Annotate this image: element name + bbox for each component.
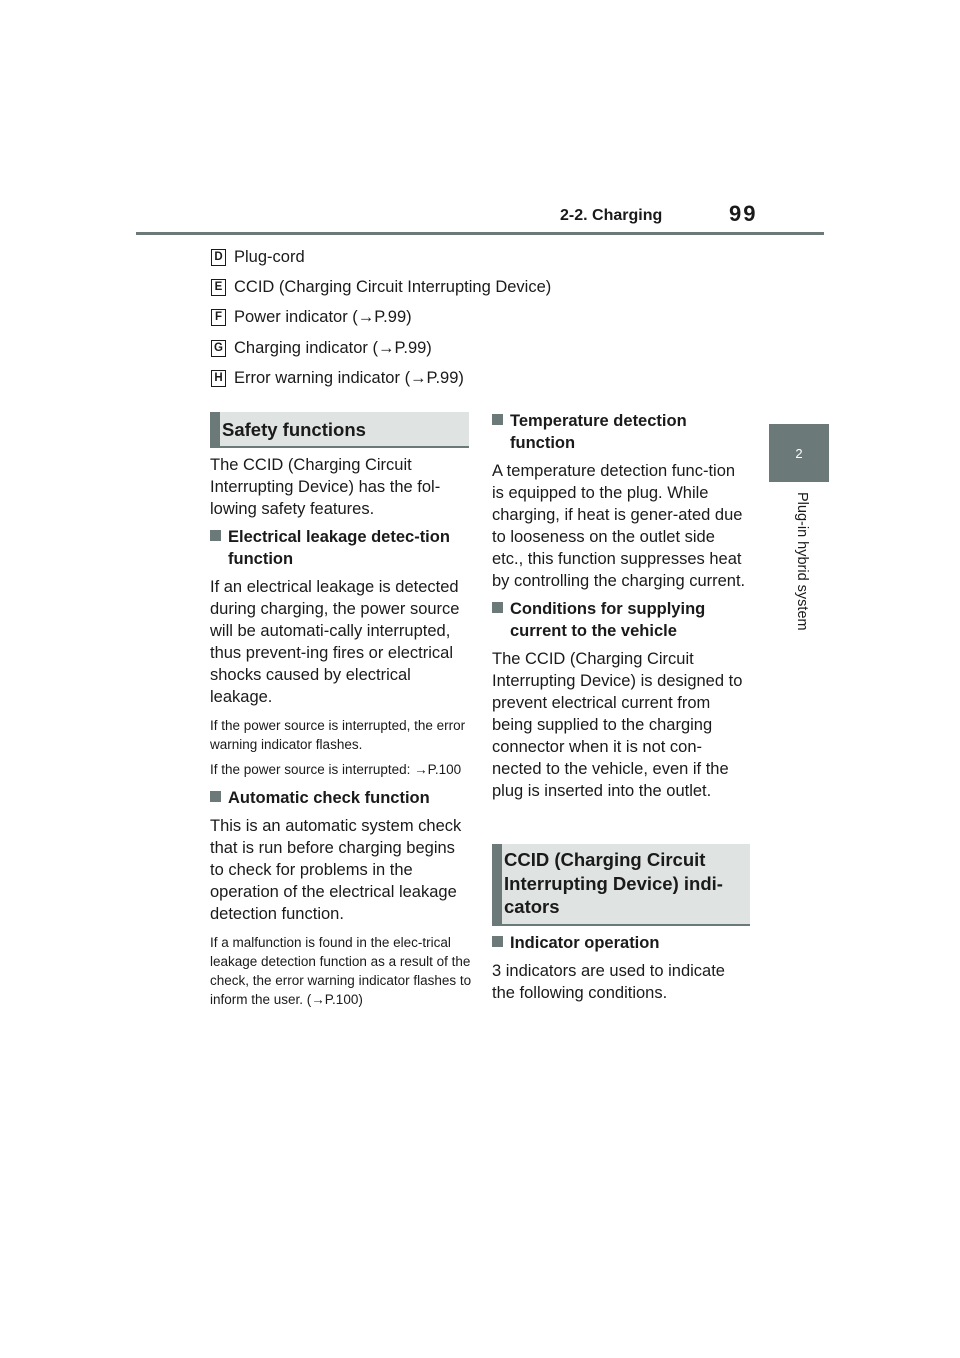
section-heading-safety <box>210 412 469 448</box>
right-column-top <box>492 410 750 808</box>
bullet-square-icon <box>210 530 221 541</box>
header-divider <box>136 232 824 235</box>
list-item <box>211 278 551 297</box>
item-letter: D <box>211 249 226 266</box>
heading-text: Safety functions <box>222 419 366 440</box>
right-column-bottom <box>492 932 750 1010</box>
leakage-note: If the power source is interrupted, the error warning indicator flashes. <box>210 718 466 752</box>
temperature-paragraph: A temperature detection func-tion is equipped to the plug. While charging, if heat is gener-ated due to looseness on the outlet side etc., this function suppresses heat by controlling the charging current. <box>492 462 746 590</box>
heading-line: cators <box>504 896 560 917</box>
item-text: CCID (Charging Circuit Interrupting Device) <box>234 278 552 296</box>
bullet-square-icon <box>492 414 503 425</box>
item-text: Plug-cord <box>234 248 305 266</box>
section-title: 2-2. Charging <box>560 207 663 224</box>
item-letter: H <box>211 370 226 387</box>
auto-check-paragraph: This is an automatic system check that is run before charging begins to check for problems in the operation of the electrical leakage detection function. <box>210 817 462 923</box>
item-letter: E <box>211 279 226 296</box>
left-column <box>210 454 472 1015</box>
indicator-paragraph: 3 indicators are used to indicate the following conditions. <box>492 962 725 1002</box>
subheading-conditions: Conditions for supplying current to the vehicle <box>492 598 750 642</box>
item-letter: F <box>211 309 226 326</box>
bullet-square-icon <box>492 602 503 613</box>
leakage-paragraph: If an electrical leakage is detected during charging, the power source will be automati-cally interrupted, thus prevent-ing fires or electrical shocks caused by electrical leakage. <box>210 578 460 706</box>
bullet-square-icon <box>210 791 221 802</box>
auto-check-note: If a malfunction is found in the elec-trical leakage detection function as a result of the check, the error warning indicator flashes to inform the user. (→P.100) <box>210 935 472 1007</box>
list-item <box>211 369 464 388</box>
list-item <box>211 339 432 358</box>
bullet-square-icon <box>492 936 503 947</box>
subheading-temperature: Temperature detection function <box>492 410 750 454</box>
list-item <box>211 308 412 327</box>
section-heading-indicators <box>492 844 750 926</box>
subheading-auto-check: Automatic check function <box>210 787 472 809</box>
conditions-paragraph: The CCID (Charging Circuit Interrupting Device) is designed to prevent electrical current from being supplied to the charging connector when it is not con-nected to the vehicle, even if the plug is inserted into the outlet. <box>492 650 743 800</box>
list-item <box>211 248 305 267</box>
heading-line: CCID (Charging Circuit <box>504 849 706 870</box>
subheading-indicator-operation: Indicator operation <box>492 932 750 954</box>
item-text: Error warning indicator (→P.99) <box>234 369 464 387</box>
item-text: Power indicator (→P.99) <box>234 308 412 326</box>
chapter-label: Plug-in hybrid system <box>794 492 810 631</box>
chapter-number: 2 <box>795 446 803 461</box>
page-number: 99 <box>729 201 758 226</box>
intro-paragraph: The CCID (Charging Circuit Interrupting Device) has the fol-lowing safety features. <box>210 456 441 518</box>
item-letter: G <box>211 340 226 357</box>
heading-line: Interrupting Device) indi- <box>504 872 723 894</box>
subheading-leakage: Electrical leakage detec-tion function <box>210 526 472 570</box>
leakage-reference: If the power source is interrupted: →P.100 <box>210 762 462 777</box>
item-text: Charging indicator (→P.99) <box>234 339 432 357</box>
